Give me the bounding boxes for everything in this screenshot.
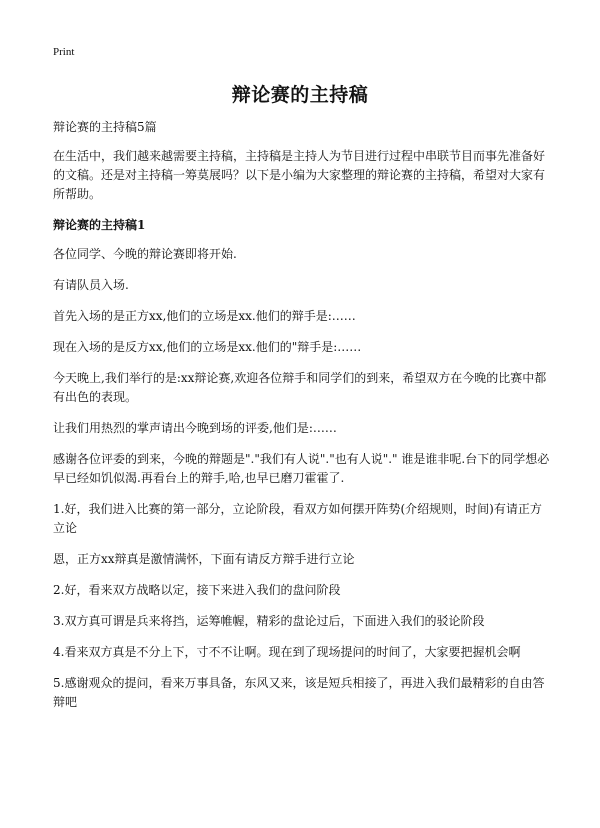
document-body — [53, 118, 553, 724]
document-title: 辩论赛的主持稿 — [231, 84, 369, 106]
document-subtitle: 辩论赛的主持稿5篇 — [53, 120, 157, 134]
paragraph: 1.好，我们进入比赛的第一部分，立论阶段，看双方如何摆开阵势(介绍规则，时间)有请正方立论 — [53, 502, 542, 535]
paragraph: 5.感谢观众的提问，看来万事具备，东风又来，该是短兵相接了，再进入我们最精彩的自由答辩吧 — [53, 676, 545, 709]
section-heading: 辩论赛的主持稿1 — [53, 218, 146, 232]
paragraph: 4.看来双方真是不分上下，寸不不让啊。现在到了现场提问的时间了，大家要把握机会啊 — [53, 645, 521, 659]
paragraph: 让我们用热烈的掌声请出今晚到场的评委,他们是:…… — [53, 421, 337, 435]
paragraph: 感谢各位评委的到来，今晚的辩题是"."我们有人说"."也有人说"." 谁是谁非呢.台下的同学想必早已经如饥似渴.再看台上的辩手,哈,也早已磨刀霍霍了. — [53, 452, 550, 485]
paragraph: 各位同学、今晚的辩论赛即将开始. — [53, 247, 237, 261]
paragraph: 今天晚上,我们举行的是:xx辩论赛,欢迎各位辩手和同学们的到来，希望双方在今晚的比赛中都有出色的表现。 — [53, 371, 547, 404]
intro-paragraph: 在生活中，我们越来越需要主持稿，主持稿是主持人为节目进行过程中串联节目而事先准备好的文稿。还是对主持稿一筹莫展吗？以下是小编为大家整理的辩论赛的主持稿，希望对大家有所帮助。 — [53, 149, 546, 201]
paragraph: 首先入场的是正方xx,他们的立场是xx.他们的辩手是:…… — [53, 309, 356, 323]
paragraph: 2.好，看来双方战略以定，接下来进入我们的盘问阶段 — [53, 583, 341, 597]
paragraph: 3.双方真可谓是兵来将挡，运筹帷幄，精彩的盘论过后，下面进入我们的驳论阶段 — [53, 614, 485, 628]
paragraph: 有请队员入场. — [53, 278, 129, 292]
paragraph: 现在入场的是反方xx,他们的立场是xx.他们的"辩手是:…… — [53, 340, 362, 354]
paragraph: 恩，正方xx辩真是激情满怀，下面有请反方辩手进行立论 — [53, 552, 355, 566]
print-link[interactable]: Print — [53, 46, 75, 58]
